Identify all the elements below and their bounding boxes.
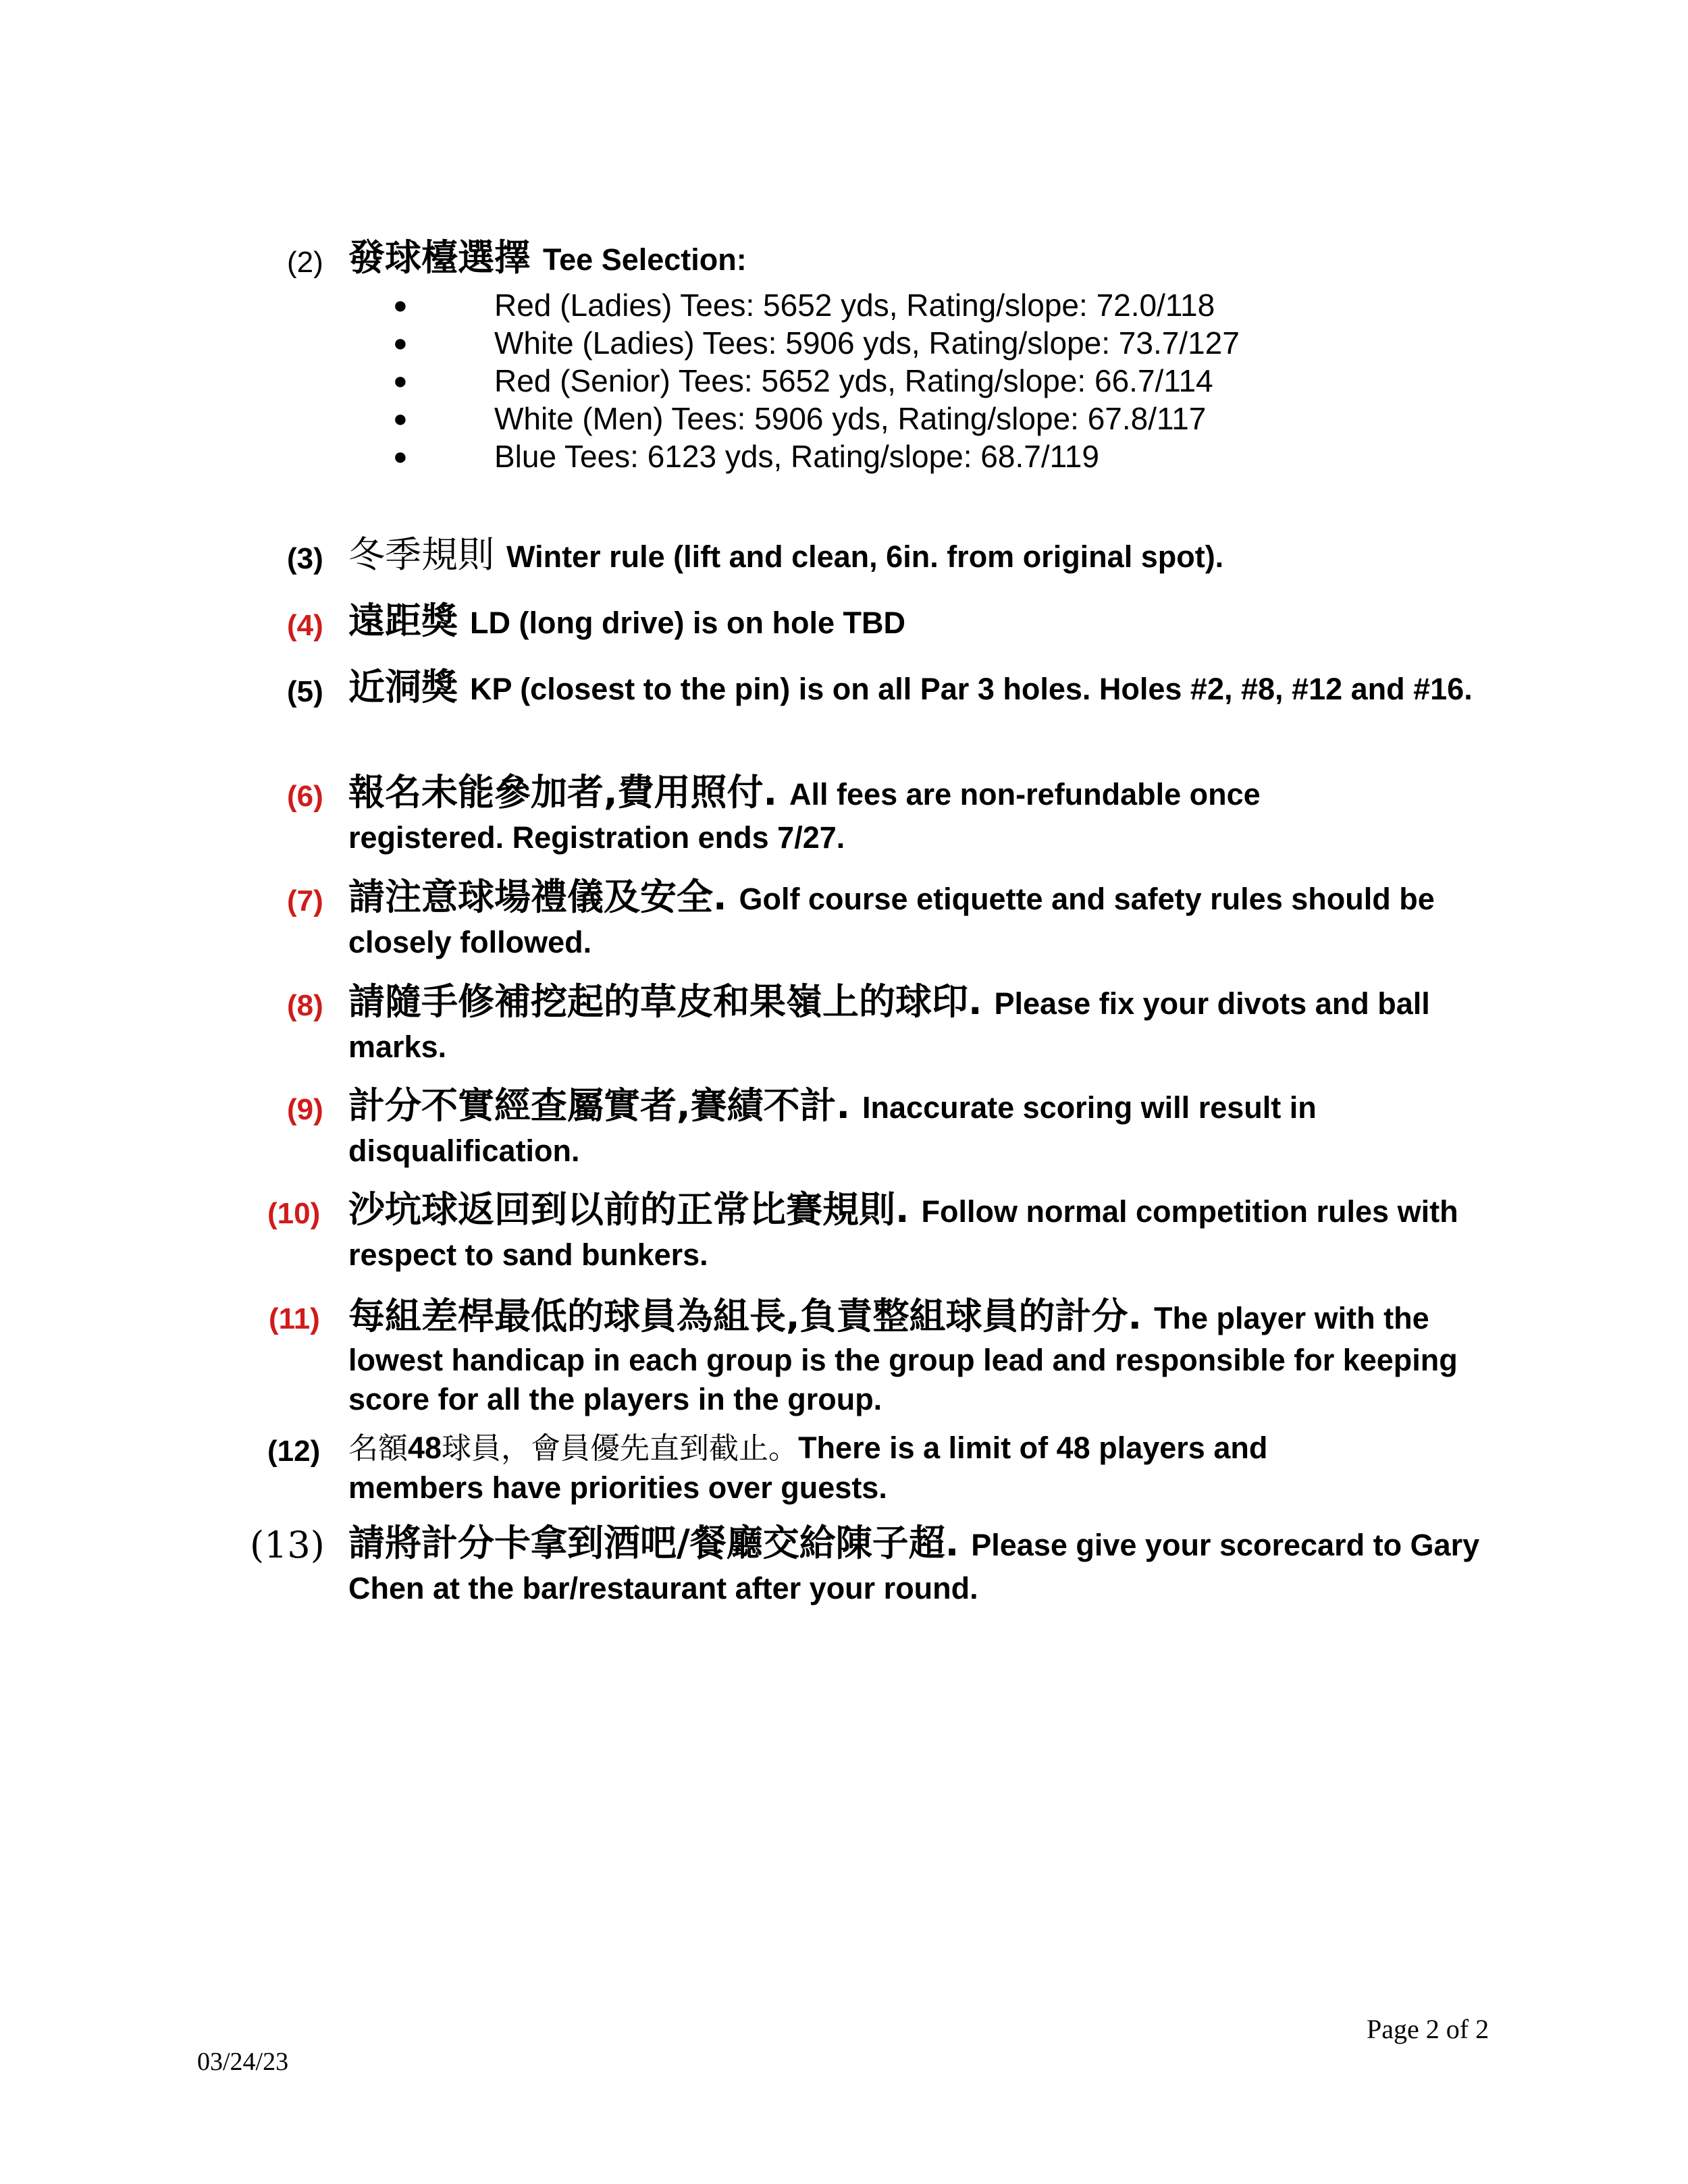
item-chinese-text: 名額 <box>348 1431 408 1466</box>
bullet-icon: ● <box>393 442 408 470</box>
tee-rating: Rating/slope: 73.7/127 <box>928 325 1240 361</box>
list-item-player-limit <box>348 1429 1375 1508</box>
item-english-text: Inaccurate scoring will result in disqualification. <box>348 1090 1317 1168</box>
tee-rating: Rating/slope: 66.7/114 <box>904 363 1213 398</box>
tee-row <box>378 362 1240 400</box>
item-english-text: There is a limit of 48 players and members have priorities over guests. <box>348 1431 1268 1505</box>
item-number: (5) <box>287 675 323 708</box>
page-number: Page 2 of 2 <box>1367 2014 1489 2044</box>
tee-name: White (Men) Tees: <box>494 401 746 436</box>
item-number: (6) <box>287 780 323 813</box>
tee-name: Blue Tees: <box>494 439 639 474</box>
list-item-winter-rule <box>348 533 1516 579</box>
tee-rating: Rating/slope: 67.8/117 <box>897 401 1207 436</box>
tee-row <box>378 400 1240 437</box>
item-number: (7) <box>287 884 323 917</box>
item-english-text: The player with the lowest handicap in each group is the group lead and responsible for keeping score for all the players in the group. <box>348 1301 1458 1416</box>
list-item-long-drive <box>348 600 1516 645</box>
item-number: (4) <box>287 609 323 642</box>
item-english-text: Tee Selection: <box>543 242 747 277</box>
item-number: (10) <box>267 1197 321 1230</box>
list-item-divots <box>348 980 1516 1069</box>
bullet-icon: ● <box>393 329 408 356</box>
bullet-icon: ● <box>393 291 408 319</box>
item-chinese-text: 計分不實經查屬實者,賽績不計. <box>348 1084 851 1127</box>
tee-yards: 5906 yds, <box>754 401 889 436</box>
item-chinese-text: 近洞獎 <box>348 666 458 708</box>
tee-rating: Rating/slope: 72.0/118 <box>906 288 1215 323</box>
item-chinese-text: 球員，會員優先直到截止。 <box>442 1431 799 1466</box>
item-number: (13) <box>250 1524 325 1566</box>
item-english-text: Please fix your divots and ball marks. <box>348 986 1430 1064</box>
tee-yards: 5906 yds, <box>785 325 920 361</box>
tee-yards: 5652 yds, <box>761 363 896 398</box>
list-item-closest-to-pin <box>348 666 1489 711</box>
item-english-text: Winter rule (lift and clean, 6in. from original spot). <box>506 539 1224 574</box>
tee-name: Red (Ladies) Tees: <box>494 288 755 323</box>
tee-list <box>378 286 1240 475</box>
item-player-count: 48 <box>408 1431 442 1465</box>
item-chinese-text: 請將計分卡拿到酒吧/餐廳交給陳子超. <box>348 1522 959 1564</box>
item-english-text: KP (closest to the pin) is on all Par 3 holes. Holes #2, #8, #12 and #16. <box>470 672 1473 706</box>
item-number: (11) <box>269 1302 320 1335</box>
item-number: (9) <box>287 1093 323 1126</box>
item-english-text: Follow normal competition rules with respect to sand bunkers. <box>348 1194 1458 1272</box>
item-chinese-text: 發球檯選擇 <box>348 236 531 279</box>
bullet-icon: ● <box>393 367 408 394</box>
item-number: (8) <box>287 989 323 1022</box>
list-item-fees <box>348 771 1375 859</box>
tee-yards: 6123 yds, <box>647 439 783 474</box>
item-number: (12) <box>267 1435 321 1468</box>
tee-name: Red (Senior) Tees: <box>494 363 753 398</box>
tee-row <box>378 286 1240 324</box>
item-chinese-text: 冬季規則 <box>348 533 494 576</box>
item-chinese-text: 每組差桿最低的球員為組長,負責整組球員的計分. <box>348 1295 1142 1337</box>
item-chinese-text: 遠距獎 <box>348 600 458 642</box>
item-english-text: Please give your scorecard to Gary Chen at the bar/restaurant after your round. <box>348 1528 1480 1605</box>
item-chinese-text: 沙坑球返回到以前的正常比賽規則. <box>348 1188 909 1231</box>
tee-name: White (Ladies) Tees: <box>494 325 777 361</box>
tee-row <box>378 324 1240 362</box>
item-english-text: All fees are non-refundable once registered. Registration ends 7/27. <box>348 777 1261 855</box>
item-chinese-text: 報名未能參加者,費用照付. <box>348 771 778 814</box>
list-item-bunkers <box>348 1188 1516 1277</box>
list-item-tee-selection <box>348 236 1516 282</box>
item-english-text: LD (long drive) is on hole TBD <box>470 606 905 640</box>
tee-row <box>378 437 1240 475</box>
bullet-icon: ● <box>393 404 408 432</box>
list-item-scorecard <box>348 1522 1516 1610</box>
item-chinese-text: 請隨手修補挖起的草皮和果嶺上的球印. <box>348 980 982 1023</box>
item-number: (2) <box>287 246 323 279</box>
item-number: (3) <box>287 542 323 575</box>
tee-rating: Rating/slope: 68.7/119 <box>791 439 1099 474</box>
item-chinese-text: 請注意球場禮儀及安全. <box>348 876 727 918</box>
document-date: 03/24/23 <box>197 2048 289 2076</box>
list-item-scoring <box>348 1084 1516 1173</box>
tee-yards: 5652 yds, <box>763 288 898 323</box>
list-item-etiquette <box>348 876 1510 964</box>
item-english-text: Golf course etiquette and safety rules should be closely followed. <box>348 882 1435 959</box>
list-item-group-lead <box>348 1292 1516 1419</box>
